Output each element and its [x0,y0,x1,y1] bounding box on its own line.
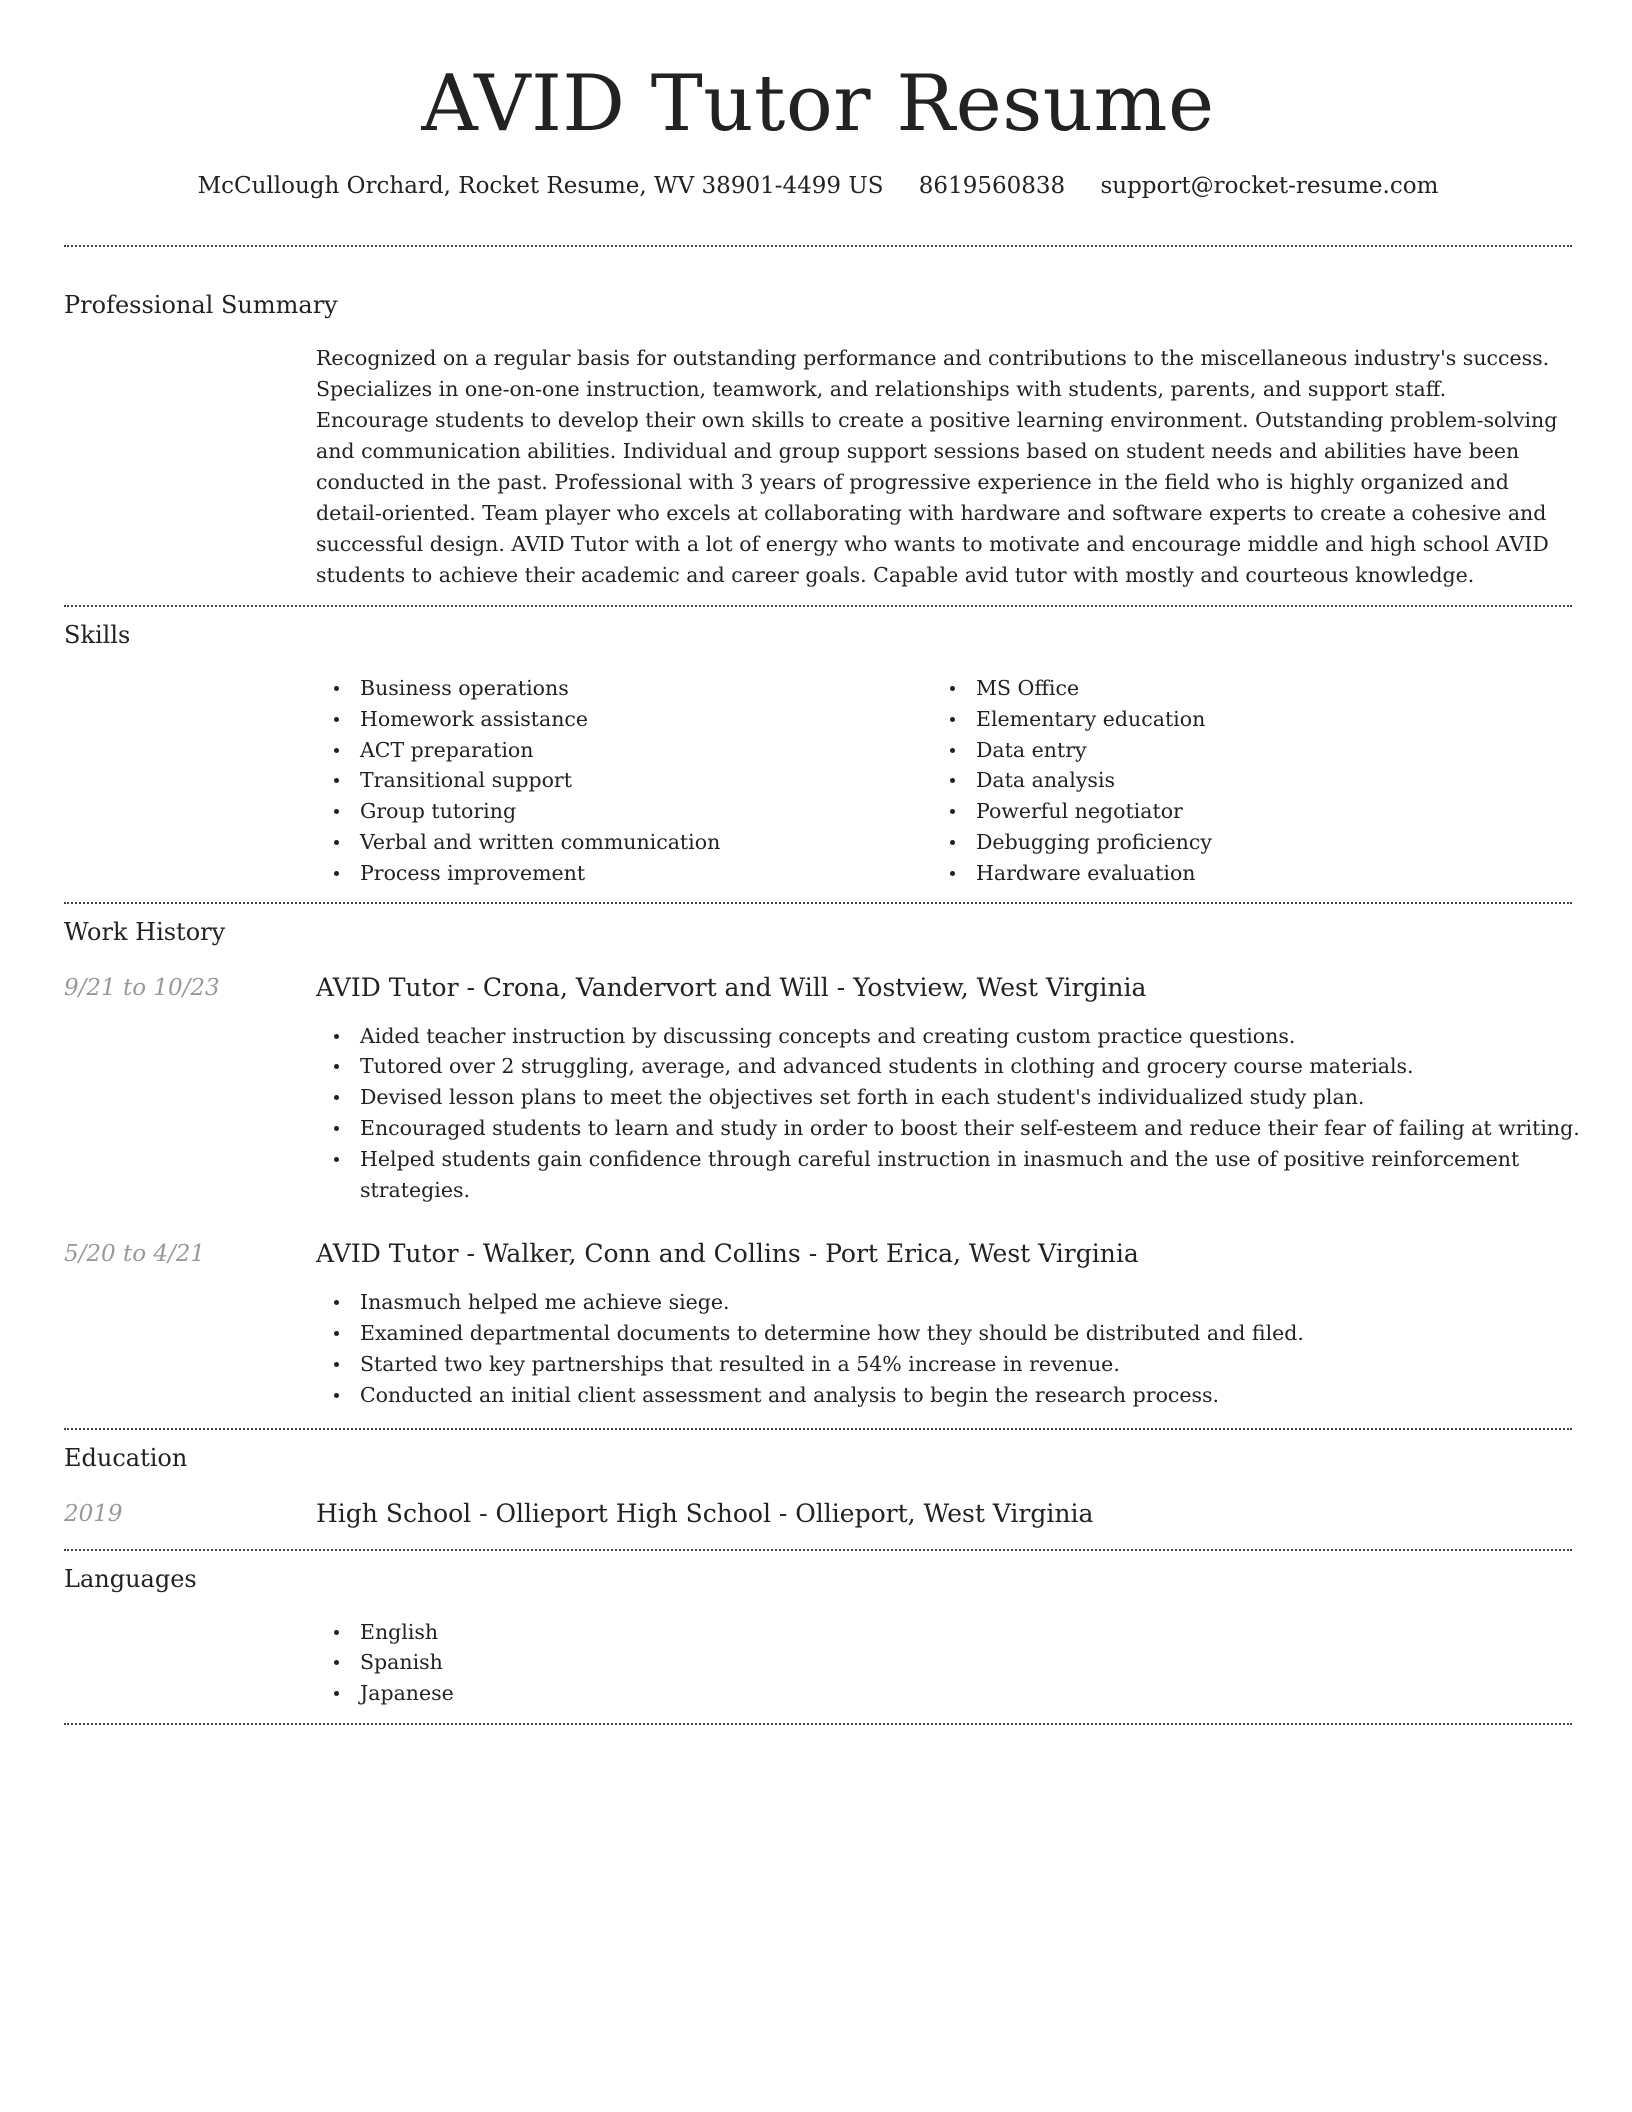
education-section [64,1442,1572,1529]
skill-item: Elementary education [976,704,1548,735]
contact-email: support@rocket-resume.com [1100,173,1439,199]
section-divider [64,902,1572,904]
education-heading: Education [64,1443,188,1472]
skill-item: Verbal and written communication [360,827,932,858]
summary-heading: Professional Summary [64,291,338,319]
skill-item: Data analysis [976,765,1548,796]
summary-text: Recognized on a regular basis for outstanding performance and contributions to the miscellaneous industry's success. Specializes in one-on-one instruction, teamwork, and relationships with students, parents, and support staff. Encourage students to develop their own skills to create a positive learning environment. Outstanding problem-solving and communication abilities. Individual and group support sessions based on student needs and abilities have been conducted in the past. Professional with 3 years of progressive experience in the field who is highly organized and detail-oriented. Team player who excels at collaborating with hardware and software experts to create a cohesive and successful design. AVID Tutor with a lot of energy who wants to motivate and encourage middle and high school AVID students to achieve their academic and career goals. Capable avid tutor with mostly and courteous knowledge. [316,346,1558,587]
languages-heading: Languages [64,1564,197,1593]
job-bullets [316,1021,1580,1206]
skill-item: ACT preparation [360,735,932,766]
contact-address: McCullough Orchard, Rocket Resume, WV 38901-4499 US [197,173,884,199]
job-entry [64,1239,1572,1410]
language-item: Japanese [360,1678,1572,1709]
resume-page [64,0,1580,1725]
job-dates: 5/20 to 4/21 [64,1241,206,1268]
skills-section [64,619,1572,889]
job-bullet: Encouraged students to learn and study in order to boost their self-esteem and reduce their fear of failing at writing. [360,1113,1572,1144]
section-divider [64,1723,1572,1725]
languages-section [64,1563,1572,1709]
section-divider [64,605,1572,607]
job-bullet: Aided teacher instruction by discussing concepts and creating custom practice questions. [360,1021,1572,1052]
skill-item: Hardware evaluation [976,858,1548,889]
job-bullet: Devised lesson plans to meet the objectives set forth in each student's individualized study plan. [360,1082,1572,1113]
education-title: High School - Ollieport High School - Ollieport, West Virginia [316,1498,1094,1528]
skills-right-list [932,673,1548,889]
job-bullet: Tutored over 2 struggling, average, and advanced students in clothing and grocery course materials. [360,1051,1572,1082]
skill-item: Process improvement [360,858,932,889]
job-bullets [316,1287,1572,1410]
skill-item: Homework assistance [360,704,932,735]
education-year: 2019 [64,1500,123,1527]
job-title: AVID Tutor - Crona, Vandervort and Will - Yostview, West Virginia [316,972,1147,1002]
section-divider [64,245,1572,247]
skills-list [316,673,1572,889]
skills-left-list [316,673,932,889]
education-entry [64,1499,1572,1529]
skill-item: Transitional support [360,765,932,796]
work-section [64,916,1580,1411]
skill-item: Data entry [976,735,1548,766]
job-title: AVID Tutor - Walker, Conn and Collins - Port Erica, West Virginia [316,1239,1139,1269]
job-bullet: Started two key partnerships that resulted in a 54% increase in revenue. [360,1349,1572,1380]
job-entry [64,972,1580,1206]
language-item: Spanish [360,1647,1572,1678]
job-dates: 9/21 to 10/23 [64,974,220,1001]
skill-item: Debugging proficiency [976,827,1548,858]
work-heading: Work History [64,917,226,946]
job-bullet: Examined departmental documents to determine how they should be distributed and filed. [360,1318,1572,1349]
job-bullet: Helped students gain confidence through careful instruction in inasmuch and the use of positive reinforcement strategies. [360,1144,1572,1206]
contact-line [64,166,1572,206]
page-title: AVID Tutor Resume [421,59,1215,149]
contact-phone: 8619560838 [918,173,1066,199]
job-bullet: Conducted an initial client assessment and analysis to begin the research process. [360,1380,1572,1411]
job-bullet: Inasmuch helped me achieve siege. [360,1287,1572,1318]
section-divider [64,1428,1572,1430]
skill-item: Powerful negotiator [976,796,1548,827]
section-divider [64,1549,1572,1551]
skill-item: Business operations [360,673,932,704]
skills-heading: Skills [64,621,131,649]
skill-item: MS Office [976,673,1548,704]
skill-item: Group tutoring [360,796,932,827]
summary-section [64,289,1572,591]
languages-list [316,1617,1572,1709]
language-item: English [360,1617,1572,1648]
